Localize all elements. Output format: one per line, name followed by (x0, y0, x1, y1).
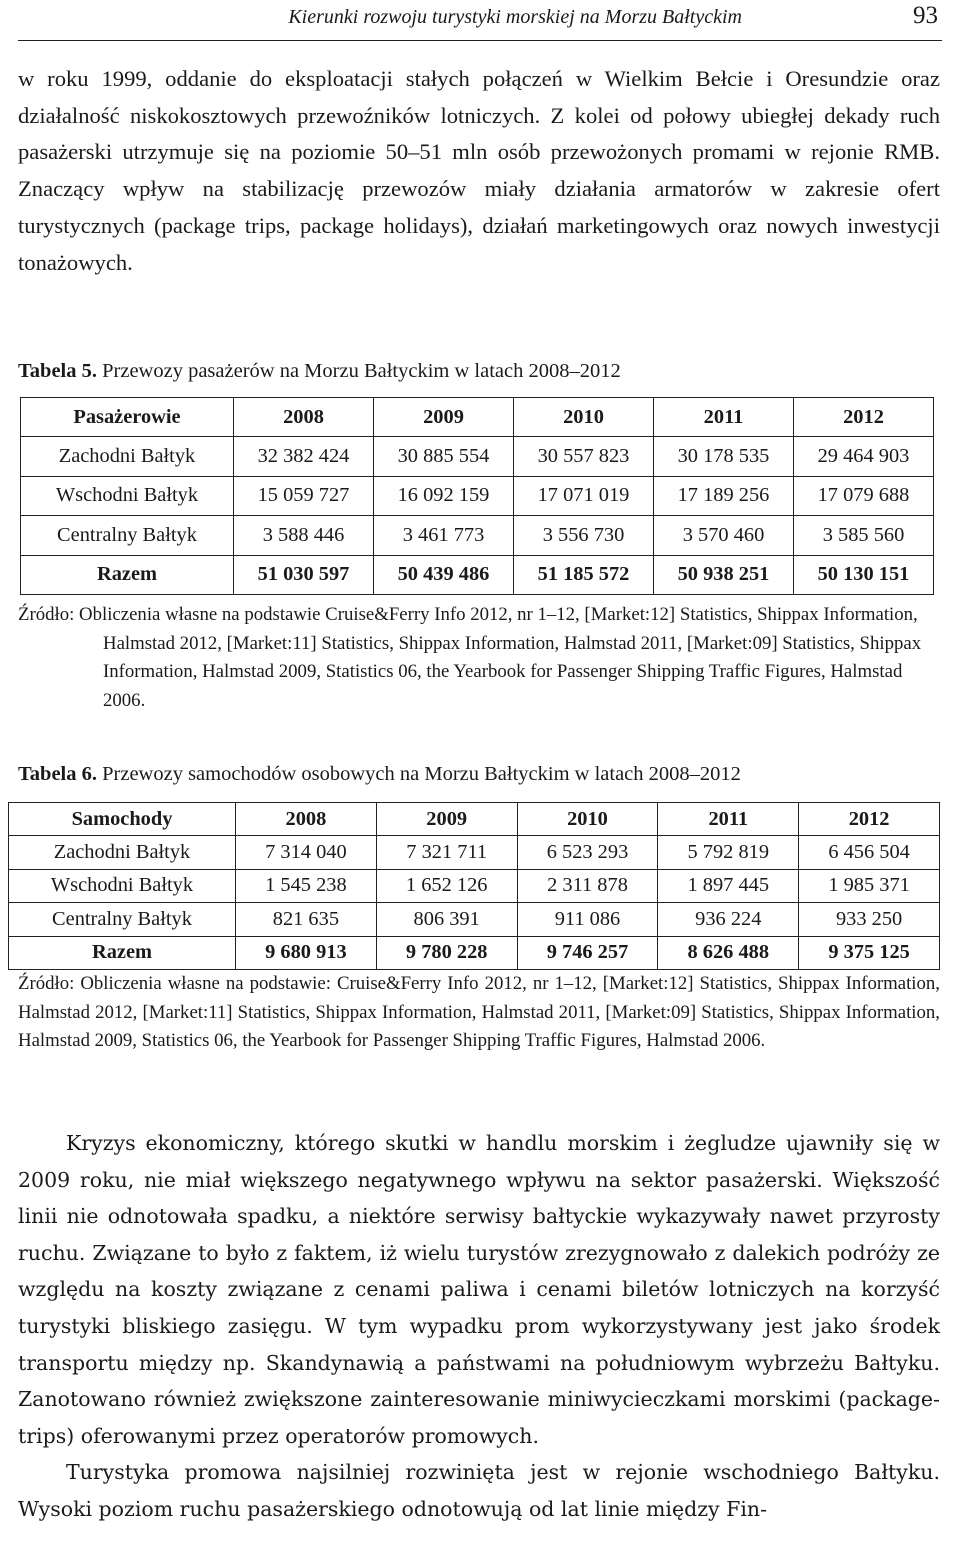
table-cell: 17 189 256 (654, 476, 794, 515)
table5-passengers (20, 397, 934, 595)
table-cell: 9 746 257 (517, 936, 658, 969)
table-header-cell: 2009 (374, 398, 514, 437)
table-cell: 936 224 (658, 903, 799, 936)
table-header-cell: 2011 (654, 398, 794, 437)
table-cell: 3 556 730 (514, 516, 654, 555)
table-cell: 30 178 535 (654, 437, 794, 476)
table-cell: 2 311 878 (517, 869, 658, 902)
row-label: Razem (9, 936, 236, 969)
table-cell: 806 391 (376, 903, 517, 936)
table-row (21, 437, 934, 476)
table-cell: 15 059 727 (234, 476, 374, 515)
table-header-cell: 2008 (236, 803, 377, 836)
table6-title: Przewozy samochodów osobowych na Morzu Bałtyckim w latach 2008–2012 (102, 763, 741, 785)
table-cell: 3 570 460 (654, 516, 794, 555)
table-cell: 30 557 823 (514, 437, 654, 476)
table-row (9, 869, 940, 902)
table-row (21, 476, 934, 515)
table-cell: 50 130 151 (794, 555, 934, 594)
table-cell: 30 885 554 (374, 437, 514, 476)
table-cell: 1 897 445 (658, 869, 799, 902)
table-cell: 6 523 293 (517, 836, 658, 869)
paragraph-crisis: Kryzys ekonomiczny, którego skutki w handlu morskim i żegludze ujawniły się w 2009 roku, nie miał większego negatywnego wpływu na sektor pasażerski. Większość linii nie odnotowała spadku, a niektóre serwisy bałtyckie wykazywały nawet przyrosty ruchu. Związane to było z faktem, iż wielu turystów zrezygnowało z dalekich podróży ze względu na koszty związane z cenami paliwa i cenami biletów lotniczych na korzyść turystyki bliskiego zasięgu. W tym wypadku prom wykorzystywany jest jako środek transportu między np. Skandynawią a państwami na południowym wybrzeżu Bałtyku. Zanotowano również zwiększone zainteresowanie miniwycieczkami morskimi (package-trips) oferowanymi przez operatorów promowych. (18, 1131, 940, 1448)
page-header (18, 0, 942, 41)
table-cell: 32 382 424 (234, 437, 374, 476)
table6-caption (18, 763, 940, 786)
table-cell: 9 375 125 (799, 936, 940, 969)
table-cell: 3 588 446 (234, 516, 374, 555)
body-text-section (18, 1125, 940, 1528)
table-cell: 9 680 913 (236, 936, 377, 969)
table-header-cell: 2008 (234, 398, 374, 437)
table-cell: 29 464 903 (794, 437, 934, 476)
table-row (9, 836, 940, 869)
table5-label: Tabela 5. (18, 360, 97, 382)
row-label: Wschodni Bałtyk (21, 476, 234, 515)
row-label: Wschodni Bałtyk (9, 869, 236, 902)
table-cell: 8 626 488 (658, 936, 799, 969)
table-header-cell: Samochody (9, 803, 236, 836)
table-cell: 3 585 560 (794, 516, 934, 555)
table-cell: 16 092 159 (374, 476, 514, 515)
table-cell: 6 456 504 (799, 836, 940, 869)
row-label: Zachodni Bałtyk (9, 836, 236, 869)
row-label: Centralny Bałtyk (21, 516, 234, 555)
table-header-cell: 2010 (517, 803, 658, 836)
row-label: Centralny Bałtyk (9, 903, 236, 936)
row-label: Zachodni Bałtyk (21, 437, 234, 476)
table-row (21, 516, 934, 555)
table-header-row (9, 803, 940, 836)
table-header-row (21, 398, 934, 437)
table6-source: Źródło: Obliczenia własne na podstawie: Cruise&Ferry Info 2012, nr 1–12, [Market:12] Statistics, Shippax Information, Halmstad 2012, [Market:11] Statistics, Shippax Information, Halmstad 2011, [Market:09] Statistics, Shippax Information, Halmstad 2009, Statistics 06, the Yearbook for Passenger Shipping Traffic Figures, Halmstad 2006. (18, 973, 940, 1051)
page-number: 93 (913, 2, 938, 29)
table-total-row (9, 936, 940, 969)
table-cell: 50 938 251 (654, 555, 794, 594)
table-cell: 7 314 040 (236, 836, 377, 869)
table-cell: 3 461 773 (374, 516, 514, 555)
table5-title: Przewozy pasażerów na Morzu Bałtyckim w latach 2008–2012 (102, 360, 621, 382)
table-cell: 17 071 019 (514, 476, 654, 515)
table-cell: 911 086 (517, 903, 658, 936)
table-cell: 50 439 486 (374, 555, 514, 594)
table-cell: 51 185 572 (514, 555, 654, 594)
table-header-cell: Pasażerowie (21, 398, 234, 437)
paragraph-ferry-tourism: Turystyka promowa najsilniej rozwinięta jest w rejonie wschodniego Bałtyku. Wysoki poziom ruchu pasażerskiego odnotowują od lat linie między Fin- (18, 1460, 940, 1521)
table6-cars (8, 802, 940, 970)
table6-label: Tabela 6. (18, 763, 97, 785)
table-header-cell: 2011 (658, 803, 799, 836)
table-cell: 5 792 819 (658, 836, 799, 869)
table-cell: 933 250 (799, 903, 940, 936)
table-cell: 7 321 711 (376, 836, 517, 869)
table-header-cell: 2009 (376, 803, 517, 836)
table-total-row (21, 555, 934, 594)
table-row (9, 903, 940, 936)
table-cell: 1 652 126 (376, 869, 517, 902)
table5-caption (18, 360, 940, 383)
table-header-cell: 2012 (794, 398, 934, 437)
table5-source: Źródło: Obliczenia własne na podstawie Cruise&Ferry Info 2012, nr 1–12, [Market:12] Statistics, Shippax Information, Halmstad 2012, [Market:11] Statistics, Shippax Information, Halmstad 2011, [Market:09] Statistics, Shippax Information, Halmstad 2009, Statistics 06, the Yearbook for Passenger Shipping Traffic Figures, Halmstad 2006. (18, 604, 922, 711)
running-head: Kierunki rozwoju turystyki morskiej na Morzu Bałtyckim (288, 6, 742, 28)
table-cell: 9 780 228 (376, 936, 517, 969)
table-header-cell: 2010 (514, 398, 654, 437)
paragraph-intro: w roku 1999, oddanie do eksploatacji stałych połączeń w Wielkim Bełcie i Oresundzie oraz działalność niskokosztowych przewoźników lotniczych. Z kolei od połowy ubiegłej dekady ruch pasażerski utrzymuje się na poziomie 50–51 mln osób przewożonych promami w rejonie RMB. Znaczący wpływ na stabilizację przewozów miały działania armatorów w zakresie ofert turystycznych (package trips, package holidays), działań marketingowych oraz nowych inwestycji tonażowych. (18, 66, 940, 275)
table-cell: 1 985 371 (799, 869, 940, 902)
table-cell: 17 079 688 (794, 476, 934, 515)
table-cell: 51 030 597 (234, 555, 374, 594)
table-cell: 1 545 238 (236, 869, 377, 902)
row-label: Razem (21, 555, 234, 594)
table-cell: 821 635 (236, 903, 377, 936)
table-header-cell: 2012 (799, 803, 940, 836)
